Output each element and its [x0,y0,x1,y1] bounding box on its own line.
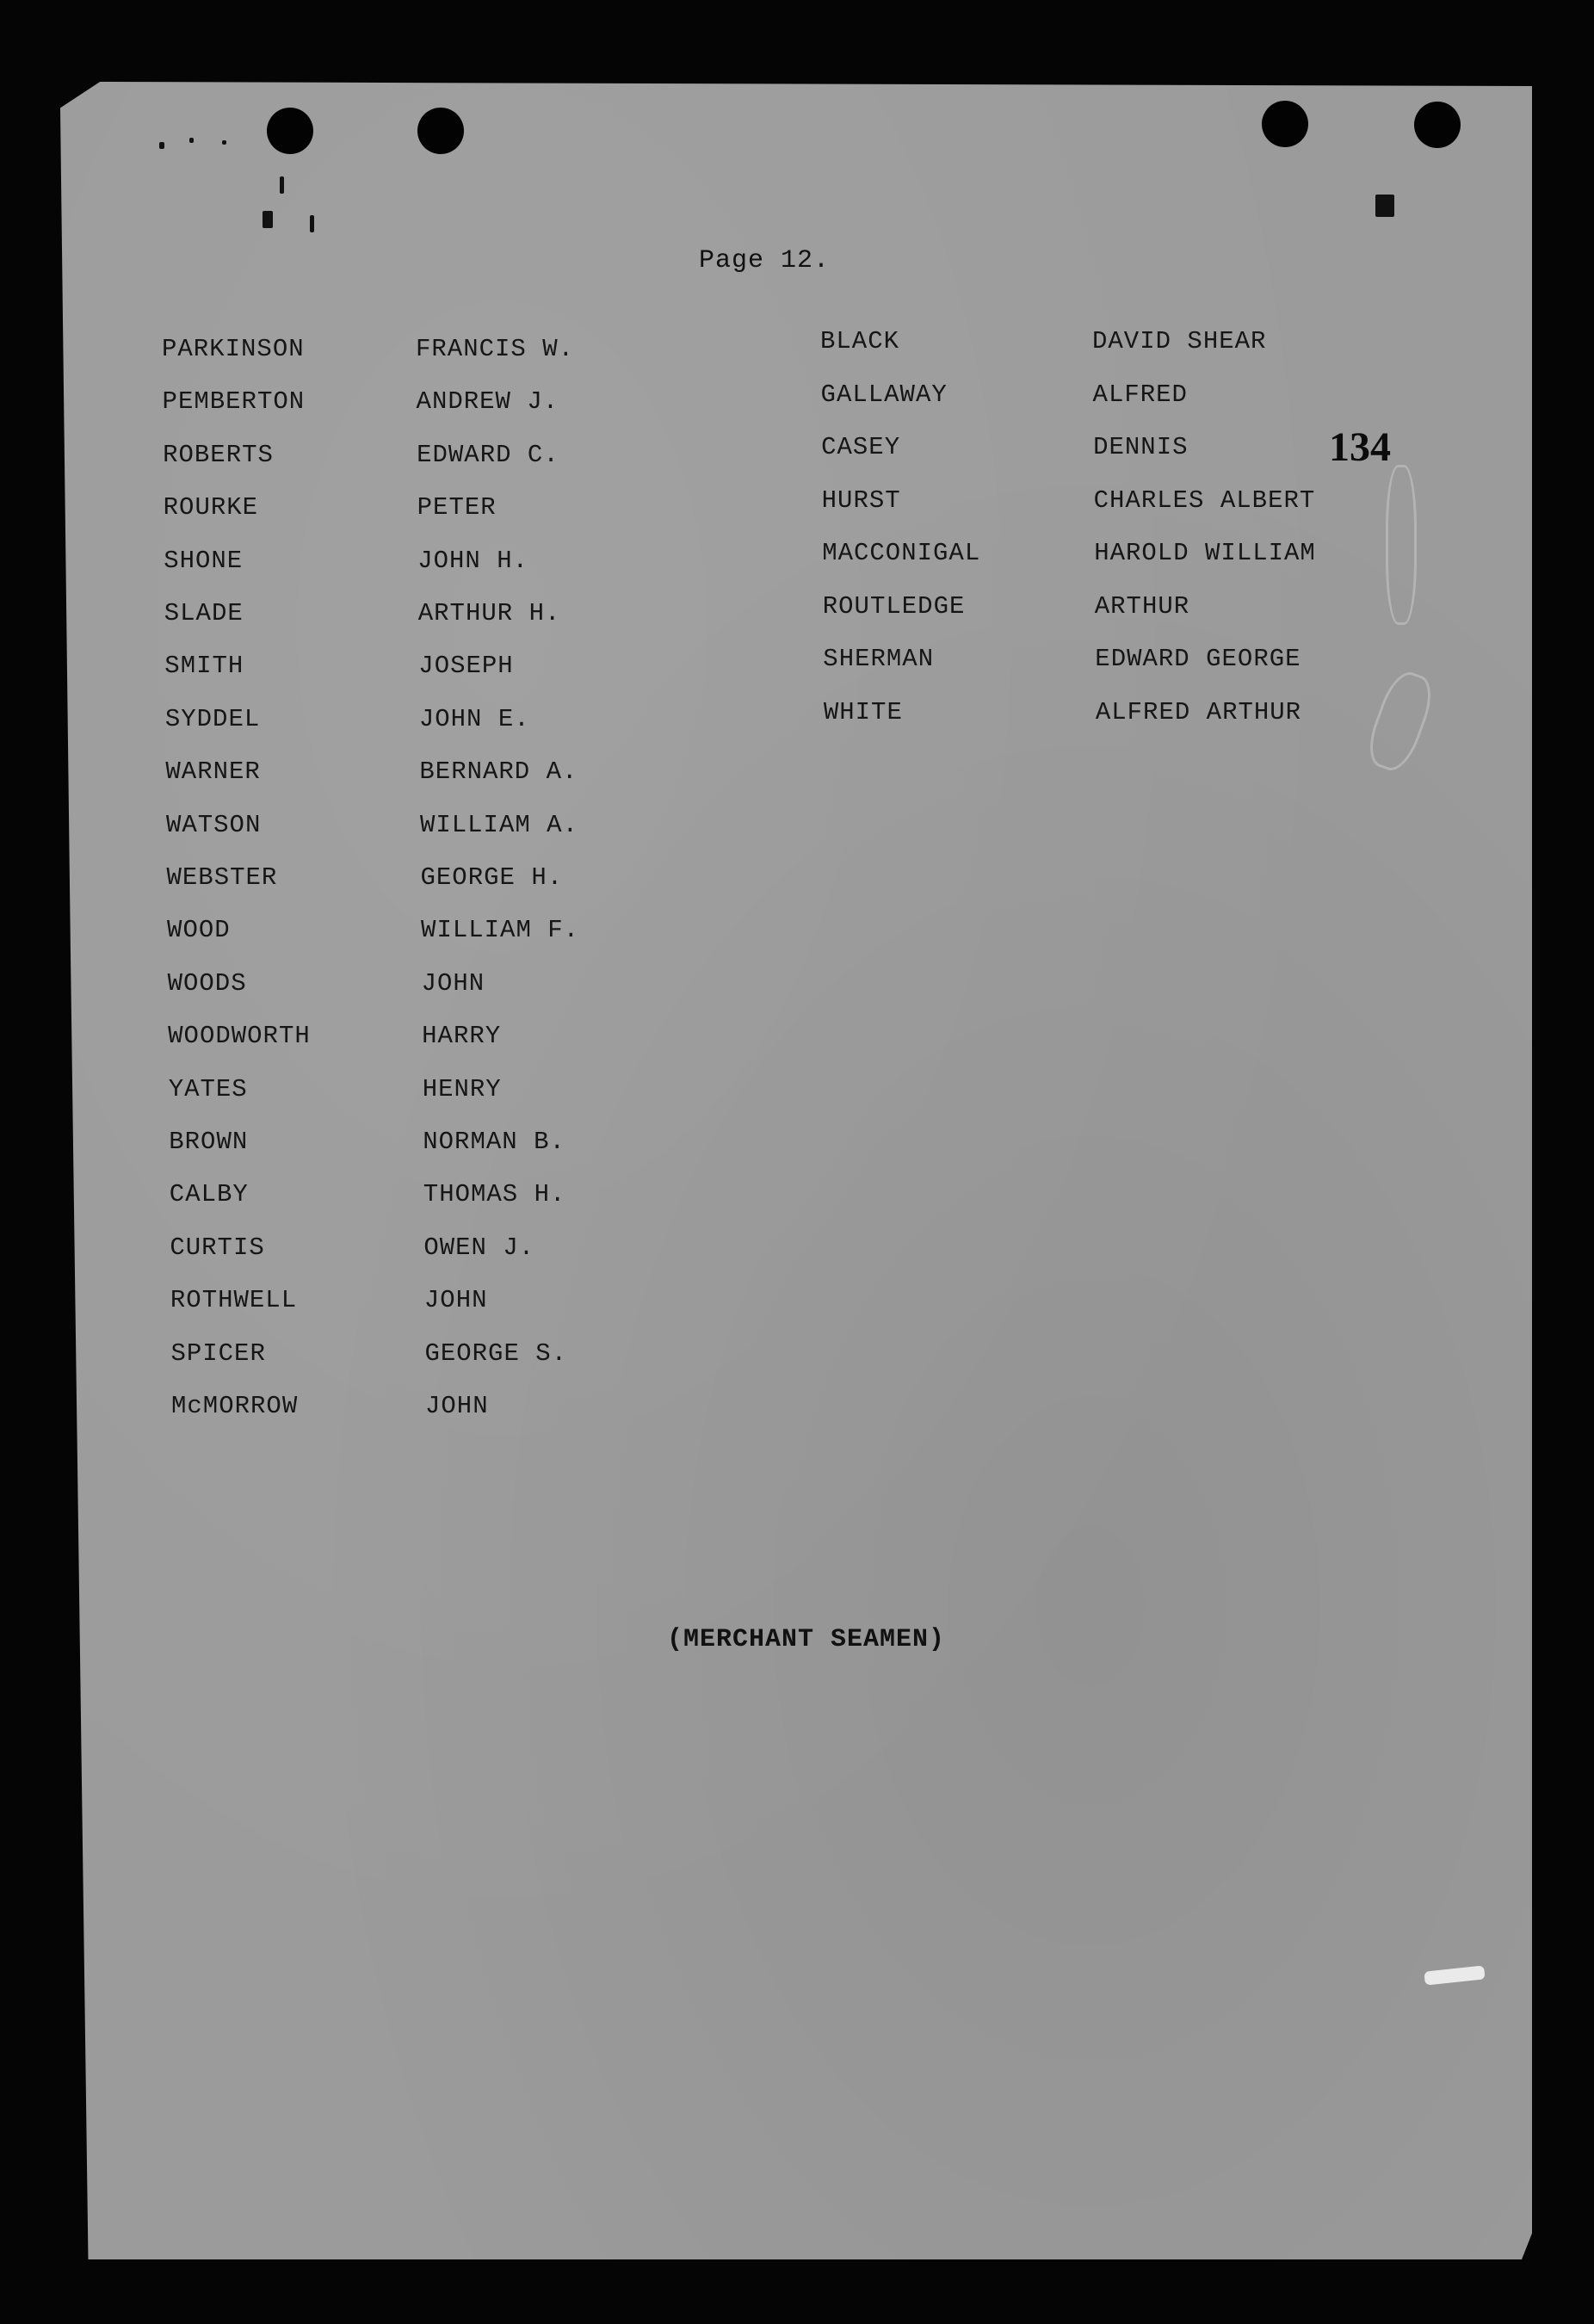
surname: SHONE [164,546,244,575]
given-name: PETER [417,493,497,522]
surname: WOOD [167,916,231,945]
punch-hole [1414,102,1461,148]
given-name: HARRY [422,1022,502,1051]
surname: PEMBERTON [162,387,306,417]
given-name: THOMAS H. [423,1180,566,1209]
page-number: Page 12. [699,246,831,275]
given-name: JOHN H. [417,546,529,575]
surname: WOODWORTH [168,1022,311,1051]
surname: WEBSTER [166,863,278,892]
given-name: NORMAN B. [423,1128,565,1156]
given-name: DAVID SHEAR [1092,327,1267,355]
surname: WARNER [165,757,261,787]
given-name: ANDREW J. [416,387,559,417]
given-name: EDWARD C. [417,440,559,469]
given-name: FRANCIS W. [416,335,575,363]
punch-hole [1262,101,1308,147]
surname: BLACK [820,327,900,355]
surname: McMORROW [171,1392,299,1420]
given-name: JOHN [425,1392,489,1420]
surname: SHERMAN [823,645,935,673]
surname: CASEY [821,433,901,461]
surname: SLADE [164,599,244,627]
given-name: OWEN J. [423,1233,535,1262]
surname: SPICER [170,1338,266,1368]
given-name: JOSEPH [418,652,514,681]
speck [280,176,284,194]
surname: ROURKE [163,493,259,522]
given-name: ARTHUR [1094,591,1190,621]
surname: CALBY [169,1180,249,1209]
surname: GALLAWAY [820,380,948,409]
given-name: ARTHUR H. [417,599,561,627]
given-name: HAROLD WILLIAM [1094,539,1316,567]
given-name: GEORGE S. [424,1338,568,1368]
punch-hole [267,108,313,154]
given-name: JOHN [421,968,485,998]
given-name: DENNIS [1093,433,1189,461]
given-name: ALFRED [1092,380,1188,409]
given-name: HENRY [422,1074,502,1103]
given-name: ALFRED ARTHUR [1095,697,1302,726]
surname: CURTIS [170,1233,265,1262]
pencil-mark [1386,465,1417,625]
surname: YATES [168,1074,248,1103]
surname: WATSON [165,810,262,839]
speck [263,211,273,228]
surname: ROTHWELL [170,1286,298,1315]
given-name: WILLIAM F. [421,916,580,945]
speck [189,138,194,143]
given-name: JOHN E. [418,704,530,733]
speck [1375,195,1394,217]
given-name: EDWARD GEORGE [1095,645,1301,673]
stamp-number: 134 [1329,424,1391,470]
surname: SMITH [164,652,244,681]
footer-label: (MERCHANT SEAMEN) [667,1625,946,1654]
given-name: WILLIAM A. [419,810,578,839]
given-name: GEORGE H. [420,863,564,892]
surname: WHITE [823,697,903,726]
surname: ROUTLEDGE [822,591,966,621]
surname: HURST [821,485,901,515]
surname: ROBERTS [163,440,274,469]
punch-hole [417,108,464,154]
speck [222,140,226,145]
surname: BROWN [169,1128,249,1156]
surname: SYDDEL [164,704,261,733]
speck [159,142,164,149]
surname: MACCONIGAL [822,539,981,567]
speck [310,215,314,232]
surname: WOODS [167,968,247,998]
given-name: CHARLES ALBERT [1093,485,1316,515]
surname: PARKINSON [162,335,305,363]
given-name: JOHN [423,1286,488,1315]
given-name: BERNARD A. [419,757,578,787]
